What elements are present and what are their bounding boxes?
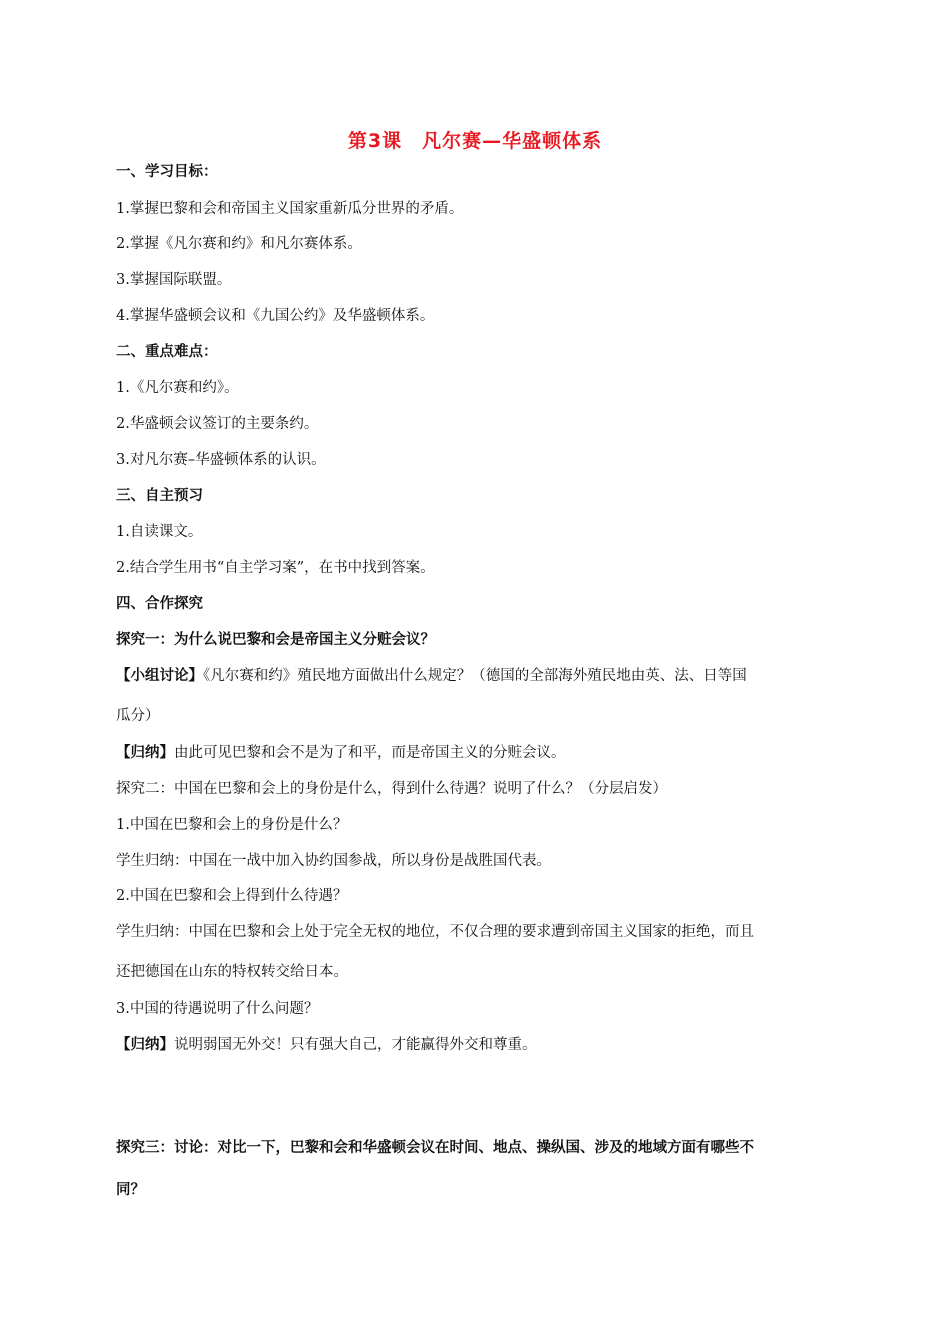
inquiry-subquestion: 1.中国在巴黎和会上的身份是什么？ xyxy=(116,817,348,833)
inquiry-subquestion: 3.中国的待遇说明了什么问题？ xyxy=(116,1001,319,1017)
group-discussion-continuation: 瓜分） xyxy=(116,708,160,724)
summary-2-label: 【归纳】 xyxy=(116,1037,174,1053)
summary-1-text: 由此可见巴黎和会不是为了和平，而是帝国主义的分赃会议。 xyxy=(174,745,566,761)
inquiry-question-2: 探究二：中国在巴黎和会上的身份是什么，得到什么待遇？说明了什么？（分层启发） xyxy=(116,781,667,797)
goal-item: 1.掌握巴黎和会和帝国主义国家重新瓜分世界的矛盾。 xyxy=(116,201,464,217)
group-discussion-label: 【小组讨论】 xyxy=(116,668,203,684)
key-point-item: 3.对凡尔赛–华盛顿体系的认识。 xyxy=(116,452,326,468)
summary-1 xyxy=(116,743,840,763)
student-summary: 学生归纳：中国在一战中加入协约国参战，所以身份是战胜国代表。 xyxy=(116,853,551,869)
group-discussion-text: 《凡尔赛和约》殖民地方面做出什么规定？（德国的全部海外殖民地由英、法、日等国 xyxy=(203,668,747,684)
inquiry-subquestion: 2.中国在巴黎和会上得到什么待遇？ xyxy=(116,888,348,904)
key-point-item: 1.《凡尔赛和约》。 xyxy=(116,380,239,396)
inquiry-question-1: 探究一：为什么说巴黎和会是帝国主义分赃会议？ xyxy=(116,632,435,648)
section-heading-key-points: 二、重点难点： xyxy=(116,344,218,360)
section-heading-preview: 三、自主预习 xyxy=(116,488,203,504)
section-heading-goals: 一、学习目标： xyxy=(116,164,218,180)
inquiry-question-3: 探究三：讨论：对比一下，巴黎和会和华盛顿会议在时间、地点、操纵国、涉及的地域方面有哪些不 xyxy=(116,1140,754,1156)
summary-1-label: 【归纳】 xyxy=(116,745,174,761)
page-title: 第3课 凡尔赛—华盛顿体系 xyxy=(347,130,603,152)
summary-2 xyxy=(116,1035,840,1055)
summary-2-text: 说明弱国无外交！只有强大自己，才能赢得外交和尊重。 xyxy=(174,1037,537,1053)
section-heading-inquiry: 四、合作探究 xyxy=(116,596,203,612)
group-discussion xyxy=(116,666,840,686)
goal-item: 2.掌握《凡尔赛和约》和凡尔赛体系。 xyxy=(116,236,362,252)
goal-item: 3.掌握国际联盟。 xyxy=(116,272,232,288)
inquiry-question-3-continuation: 同？ xyxy=(116,1182,145,1198)
student-summary-continuation: 还把德国在山东的特权转交给日本。 xyxy=(116,964,348,980)
preview-item: 2.结合学生用书“自主学习案”，在书中找到答案。 xyxy=(116,560,435,576)
student-summary: 学生归纳：中国在巴黎和会上处于完全无权的地位，不仅合理的要求遭到帝国主义国家的拒绝，而且 xyxy=(116,924,754,940)
goal-item: 4.掌握华盛顿会议和《九国公约》及华盛顿体系。 xyxy=(116,308,435,324)
preview-item: 1.自读课文。 xyxy=(116,524,203,540)
key-point-item: 2.华盛顿会议签订的主要条约。 xyxy=(116,416,319,432)
